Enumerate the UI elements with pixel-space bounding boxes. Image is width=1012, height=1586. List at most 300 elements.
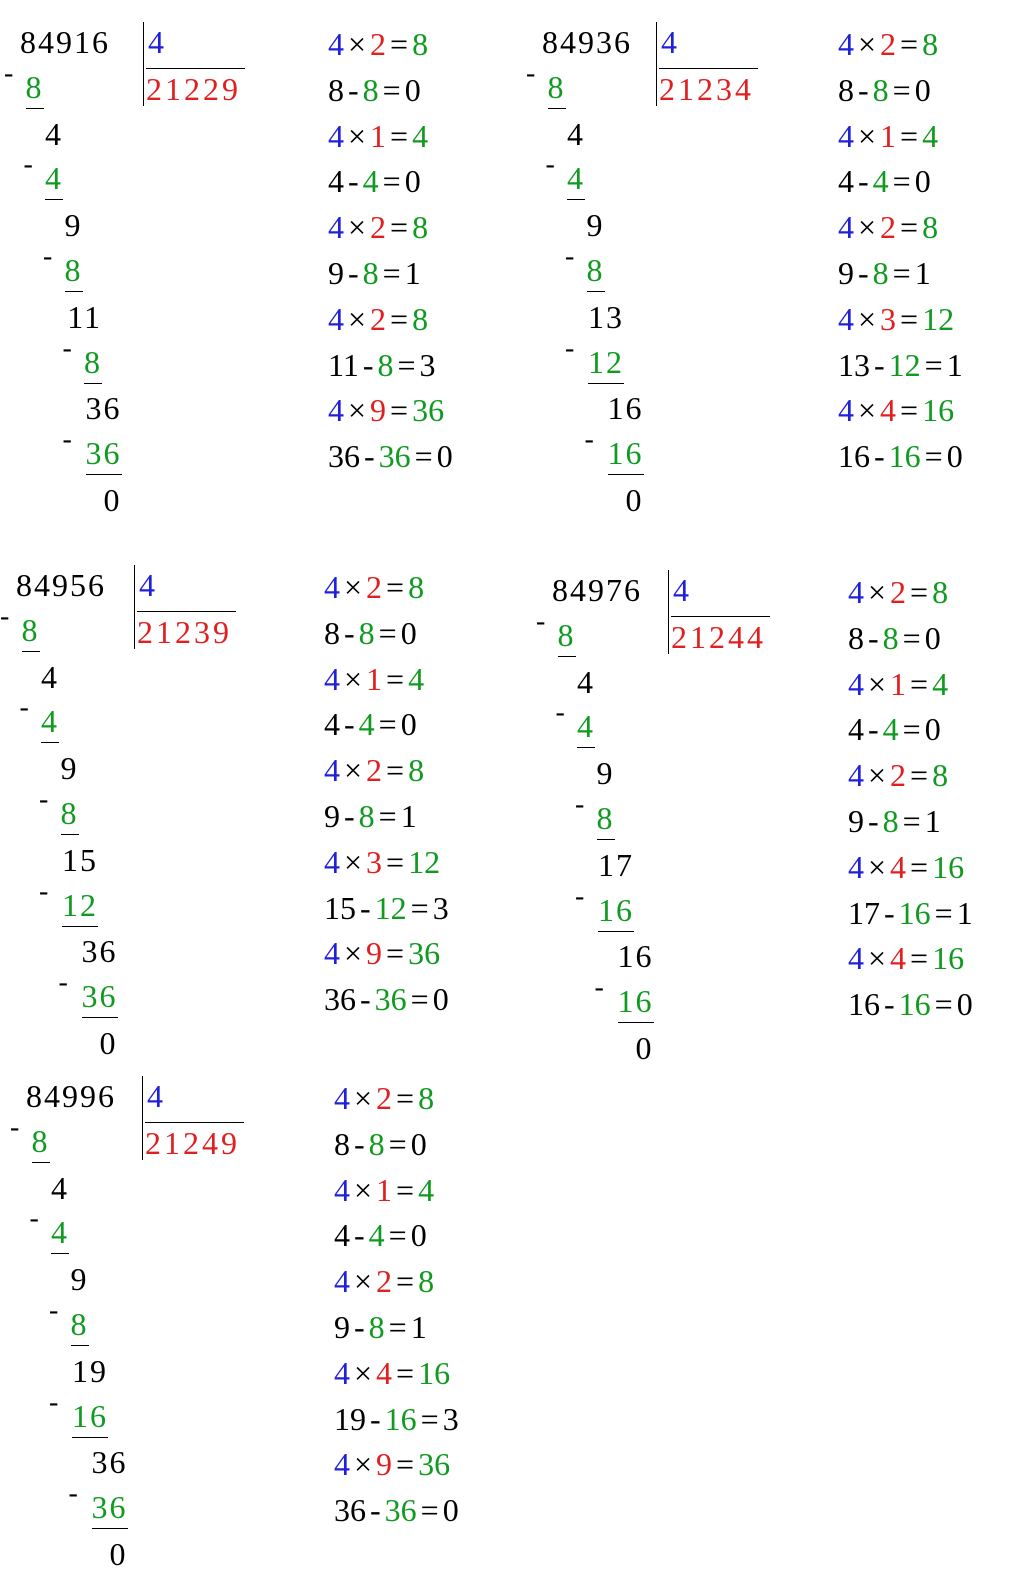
step-subtrahend: 4 [358,706,375,743]
division-bracket [668,570,766,655]
step-difference: 1 [914,254,931,291]
multiplication-step [848,753,973,799]
quotient: 21239 [137,611,236,652]
step-factor-a: 4 [838,392,854,429]
minus-sign: - [575,880,585,912]
subtraction-step [328,251,453,297]
equals-sign: = [910,757,929,794]
subtraction-step [848,891,973,937]
times-sign: × [344,843,363,880]
minus-sign: - [344,797,355,834]
step-subtrahend: 8 [368,1308,385,1345]
step-factor-b: 2 [880,209,897,246]
step-list [848,570,973,1028]
subtrahend: 4 [51,1213,69,1254]
subtraction-step [838,434,963,480]
minus-sign: - [364,438,375,475]
multiplication-step [334,1351,459,1397]
step-subtrahend: 12 [888,346,921,383]
step-difference: 0 [400,614,417,651]
remainder: 36 [91,1444,128,1481]
step-factor-a: 4 [324,843,340,880]
remainder: 15 [62,841,98,878]
remainder: 17 [598,846,634,883]
step-difference: 0 [956,986,973,1023]
quotient: 21244 [671,616,770,657]
step-factor-a: 4 [334,1446,350,1483]
step-list [324,565,449,1023]
subtraction-step [848,616,973,662]
step-factor-b: 2 [880,26,897,62]
step-minuend: 17 [848,894,880,931]
step-product: 4 [932,665,949,702]
step-minuend: 9 [838,254,854,291]
multiplication-step [328,205,453,251]
equals-sign: = [386,935,405,972]
subtrahend: 16 [72,1397,108,1438]
step-difference: 1 [404,254,421,291]
multiplication-step [334,1076,459,1122]
equals-sign: = [396,1354,415,1391]
subtrahend: 4 [567,159,585,200]
subtrahend: 8 [558,616,576,657]
step-minuend: 36 [324,981,356,1018]
subtraction-step [334,1397,459,1443]
equals-sign: = [900,392,919,429]
multiplication-step [324,748,449,794]
division-block-2 [526,12,1012,532]
step-factor-a: 4 [328,26,344,62]
step-difference: 1 [924,802,941,839]
step-product: 8 [408,569,425,605]
dividend: 84936 [542,24,632,60]
step-factor-b: 1 [890,665,907,702]
subtrahend: 8 [597,799,615,840]
minus-sign: - [526,57,536,89]
minus-sign: - [594,972,604,1004]
minus-sign: - [360,981,371,1018]
subtrahend: 16 [618,982,654,1023]
subtrahend: 12 [588,343,624,384]
step-factor-b: 4 [890,848,907,885]
multiplication-step [848,936,973,982]
step-factor-a: 4 [324,752,340,789]
subtrahend: 16 [598,891,634,932]
times-sign: × [354,1354,373,1391]
multiplication-step [334,1259,459,1305]
minus-sign: - [868,619,879,656]
times-sign: × [858,117,877,154]
step-list [838,22,963,480]
minus-sign: - [49,1295,59,1326]
minus-sign: - [868,711,879,748]
step-subtrahend: 4 [872,163,889,200]
step-minuend: 4 [848,711,864,748]
step-product: 8 [922,209,939,246]
equals-sign: = [386,569,405,605]
multiplication-step [324,565,449,611]
step-subtrahend: 16 [888,438,921,475]
minus-sign: - [362,346,374,383]
equals-sign: = [390,392,409,429]
step-difference: 1 [400,797,417,834]
step-minuend: 4 [324,706,340,743]
step-factor-a: 4 [848,665,864,702]
step-subtrahend: 4 [882,711,899,748]
times-sign: × [858,392,877,429]
step-difference: 3 [442,1400,459,1437]
step-subtrahend: 8 [368,1125,385,1162]
step-product: 8 [932,574,949,610]
division-bracket [656,22,754,107]
subtraction-step [838,343,963,389]
subtraction-step [334,1213,459,1259]
step-subtrahend: 8 [882,619,899,656]
step-factor-a: 4 [328,300,344,337]
multiplication-step [838,205,963,251]
equals-sign: = [386,843,405,880]
step-factor-a: 4 [324,660,340,697]
multiplication-step [848,570,973,616]
equals-sign: = [390,26,409,62]
minus-sign: - [545,149,555,181]
step-subtrahend: 12 [374,889,407,926]
minus-sign: - [29,1203,39,1235]
minus-sign: - [23,149,33,181]
multiplication-step [324,840,449,886]
step-factor-b: 1 [376,1171,393,1208]
equals-sign: = [910,848,929,885]
equals-sign: = [396,1080,415,1116]
multiplication-step [334,1442,459,1488]
step-minuend: 8 [334,1125,350,1162]
step-factor-a: 4 [848,574,864,610]
subtrahend: 36 [86,434,122,475]
equals-sign: = [396,1446,415,1483]
equals-sign: = [397,346,416,383]
step-minuend: 19 [334,1400,366,1437]
times-sign: × [344,752,363,789]
remainder: 4 [577,663,595,700]
equals-sign: = [396,1171,415,1208]
subtrahend: 36 [82,977,118,1018]
step-subtrahend: 36 [374,981,407,1018]
step-minuend: 9 [848,802,864,839]
step-list [328,22,453,480]
minus-sign: - [39,875,49,907]
step-difference: 1 [946,346,963,383]
remainder: 0 [103,482,122,518]
minus-sign: - [49,1386,59,1418]
equals-sign: = [934,986,953,1023]
equals-sign: = [902,802,921,839]
minus-sign: - [344,706,355,743]
dividend: 84976 [552,572,642,608]
equals-sign: = [410,981,429,1018]
equals-sign: = [382,71,401,108]
times-sign: × [348,209,367,246]
step-factor-b: 2 [890,757,907,794]
times-sign: × [344,569,363,605]
division-block-4 [536,560,1012,1080]
step-difference: 0 [410,1125,427,1162]
minus-sign: - [10,1111,20,1143]
equals-sign: = [924,438,943,475]
multiplication-step [838,297,963,343]
subtrahend: 8 [61,794,79,835]
step-minuend: 4 [328,163,344,200]
times-sign: × [348,117,367,154]
step-difference: 1 [956,894,973,931]
step-product: 36 [408,935,441,972]
minus-sign: - [354,1308,365,1345]
minus-sign: - [62,332,72,364]
divisor: 4 [661,24,677,60]
equals-sign: = [386,752,405,789]
step-product: 8 [408,752,425,789]
times-sign: × [354,1080,373,1116]
remainder: 9 [64,207,83,244]
equals-sign: = [390,209,409,246]
minus-sign: - [858,254,869,291]
times-sign: × [868,574,887,610]
step-difference: 0 [914,71,931,108]
step-factor-b: 2 [370,209,387,246]
minus-sign: - [555,697,565,729]
step-factor-a: 4 [334,1080,350,1116]
minus-sign: - [68,1478,78,1510]
multiplication-step [838,22,963,68]
step-product: 36 [418,1446,451,1483]
minus-sign: - [565,332,575,364]
step-minuend: 8 [324,614,340,651]
subtraction-step [324,794,449,840]
step-subtrahend: 8 [872,254,889,291]
step-product: 8 [412,300,429,337]
step-factor-a: 4 [334,1354,350,1391]
equals-sign: = [382,254,401,291]
divisor: 4 [148,24,164,60]
minus-sign: - [0,600,10,632]
times-sign: × [348,392,367,429]
equals-sign: = [910,574,929,610]
division-block-3 [0,555,504,1075]
step-factor-a: 4 [334,1171,350,1208]
multiplication-step [848,845,973,891]
minus-sign: - [39,784,49,815]
minus-sign: - [348,71,359,108]
multiplication-step [328,297,453,343]
step-factor-a: 4 [838,26,854,62]
times-sign: × [868,940,887,977]
step-subtrahend: 16 [384,1400,417,1437]
multiplication-step [334,1168,459,1214]
quotient: 21249 [145,1122,244,1163]
subtraction-step [848,799,973,845]
step-product: 12 [408,843,441,880]
multiplication-step [848,662,973,708]
step-minuend: 13 [838,346,870,383]
quotient: 21229 [146,68,245,109]
step-factor-b: 9 [370,392,387,429]
step-factor-b: 1 [880,117,897,154]
step-factor-b: 9 [366,935,383,972]
minus-sign: - [348,163,359,200]
step-difference: 0 [400,706,417,743]
step-product: 8 [922,26,939,62]
minus-sign: - [584,424,594,456]
step-difference: 0 [410,1217,427,1254]
times-sign: × [354,1171,373,1208]
subtrahend: 36 [92,1488,128,1529]
minus-sign: - [565,241,575,272]
step-factor-b: 2 [890,574,907,610]
equals-sign: = [388,1217,407,1254]
remainder: 16 [607,390,644,427]
step-difference: 0 [436,438,453,475]
step-product: 4 [418,1171,435,1208]
minus-sign: - [874,438,885,475]
times-sign: × [354,1263,373,1300]
subtrahend: 8 [26,68,44,109]
step-factor-b: 2 [366,569,383,605]
times-sign: × [348,300,367,337]
times-sign: × [348,26,367,62]
step-product: 16 [932,940,965,977]
remainder: 0 [99,1025,118,1061]
subtrahend: 4 [45,159,63,200]
remainder: 36 [85,390,122,427]
subtraction-step [838,159,963,205]
minus-sign: - [62,424,72,456]
multiplication-step [328,22,453,68]
equals-sign: = [382,163,401,200]
step-subtrahend: 8 [872,71,889,108]
equals-sign: = [390,300,409,337]
dividend: 84996 [26,1078,116,1114]
step-product: 16 [922,392,955,429]
subtrahend: 8 [548,68,566,109]
step-factor-b: 2 [376,1263,393,1300]
division-block-1 [4,12,508,532]
divisor: 4 [139,567,155,603]
step-difference: 0 [432,981,449,1018]
equals-sign: = [900,300,919,337]
minus-sign: - [43,241,53,272]
equals-sign: = [910,665,929,702]
step-product: 4 [412,117,429,154]
minus-sign: - [4,57,14,89]
step-factor-a: 4 [848,848,864,885]
step-product: 8 [418,1263,435,1300]
times-sign: × [858,209,877,246]
remainder: 0 [625,482,644,518]
step-minuend: 9 [328,254,344,291]
times-sign: × [344,660,363,697]
step-product: 16 [418,1354,451,1391]
remainder: 4 [41,658,59,695]
step-factor-b: 3 [366,843,383,880]
equals-sign: = [892,254,911,291]
subtraction-step [328,343,453,389]
step-subtrahend: 8 [358,797,375,834]
step-subtrahend: 36 [384,1492,417,1529]
step-factor-b: 2 [370,26,387,62]
step-product: 4 [408,660,425,697]
quotient: 21234 [659,68,758,109]
subtraction-step [324,886,449,932]
step-subtrahend: 8 [362,254,379,291]
divisor: 4 [673,572,689,608]
step-factor-b: 9 [376,1446,393,1483]
step-factor-a: 4 [334,1263,350,1300]
minus-sign: - [58,967,68,999]
equals-sign: = [378,706,397,743]
step-factor-b: 1 [370,117,387,154]
remainder: 0 [635,1030,654,1066]
subtrahend: 8 [587,251,605,292]
equals-sign: = [934,894,953,931]
equals-sign: = [910,940,929,977]
minus-sign: - [354,1217,365,1254]
division-bracket [134,565,232,650]
remainder: 16 [617,938,654,975]
minus-sign: - [348,254,359,291]
step-product: 8 [412,209,429,246]
minus-sign: - [884,986,895,1023]
remainder: 9 [586,207,605,244]
step-subtrahend: 8 [358,614,375,651]
step-subtrahend: 4 [362,163,379,200]
subtraction-step [838,251,963,297]
equals-sign: = [420,1492,439,1529]
step-minuend: 9 [324,797,340,834]
step-factor-a: 4 [324,569,340,605]
step-factor-a: 4 [328,392,344,429]
equals-sign: = [386,660,405,697]
step-factor-a: 4 [848,757,864,794]
division-bracket [142,1076,240,1161]
step-minuend: 36 [328,438,360,475]
minus-sign: - [858,71,869,108]
minus-sign: - [858,163,869,200]
remainder: 19 [72,1352,108,1389]
remainder: 9 [596,755,615,792]
subtrahend: 4 [41,702,59,743]
subtraction-step [848,982,973,1028]
remainder: 4 [567,115,585,152]
step-factor-b: 3 [880,300,897,337]
equals-sign: = [388,1125,407,1162]
step-difference: 0 [946,438,963,475]
dividend: 84916 [20,24,110,60]
subtraction-step [328,159,453,205]
times-sign: × [868,757,887,794]
subtrahend: 8 [71,1305,89,1346]
subtrahend: 8 [32,1122,50,1163]
subtraction-step [324,977,449,1023]
equals-sign: = [414,438,433,475]
division-bracket [143,22,241,107]
subtraction-step [328,68,453,114]
subtraction-step [328,434,453,480]
subtraction-step [848,707,973,753]
remainder: 11 [67,298,102,335]
subtrahend: 8 [65,251,83,292]
minus-sign: - [370,1400,381,1437]
step-product: 8 [932,757,949,794]
step-list [334,1076,459,1534]
